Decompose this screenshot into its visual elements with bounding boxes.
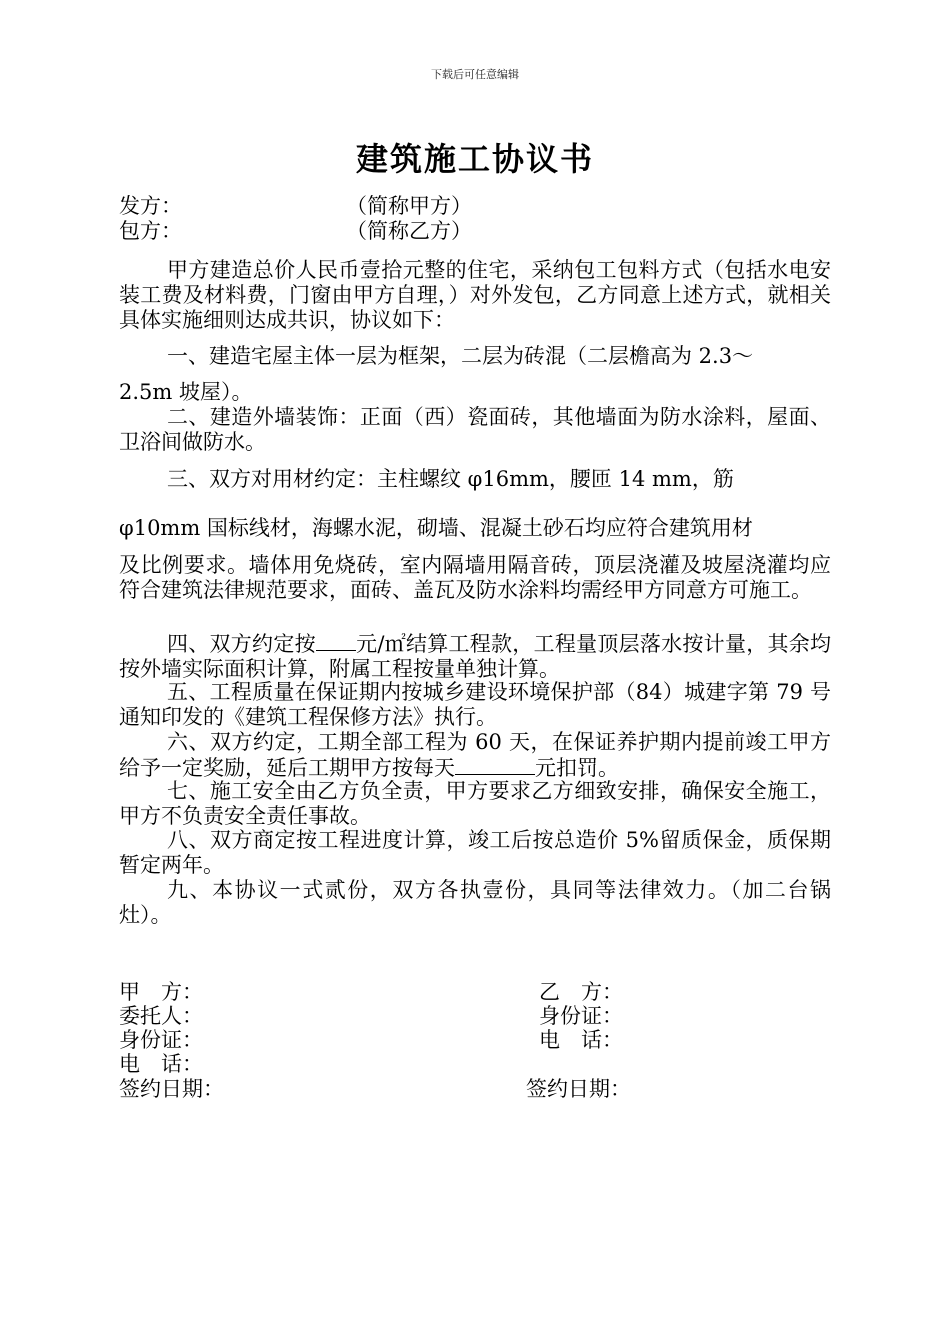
clause-1-line-1: 一、建造宅屋主体一层为框架，二层为砖混（二层檐高为 2.3～ (167, 344, 754, 368)
party-a-phone-label: 电 话： (119, 1052, 203, 1076)
party-a-date-label: 签约日期： (119, 1077, 224, 1101)
clause-3-line-2: φ10mm 国标线材，海螺水泥，砌墙、混凝土砂石均应符合建筑用材 (119, 516, 753, 540)
party-a-agent-label: 委托人： (119, 1004, 203, 1028)
clause-4-after: 元/㎡结算工程款，工程量顶层落水按计量，其余均按外墙实际面积计算，附属工程按量单独计算。 (119, 632, 832, 681)
clause-6-after: 元扣罚。 (535, 756, 619, 780)
clause-3-line-1: 三、双方对用材约定：主柱螺纹 φ16mm，腰匝 14 mm，筋 (167, 467, 734, 491)
clause-4-before: 四、双方约定按 (167, 632, 316, 656)
clause-9: 九、本协议一式贰份，双方各执壹份，具同等法律效力。（加二台锅灶）。 (119, 878, 831, 927)
party-a-note: （简称甲方） (346, 194, 472, 218)
intro-paragraph: 甲方建造总价人民币壹拾元整的住宅，采纳包工包料方式（包括水电安装工费及材料费，门窗由甲方自理，）对外发包，乙方同意上述方式，就相关具体实施细则达成共识，协议如下： (119, 258, 831, 332)
clause-5: 五、工程质量在保证期内按城乡建设环境保护部（84）城建字第 79 号通知印发的《建筑工程保修方法》执行。 (119, 680, 831, 729)
clause-7: 七、施工安全由乙方负全责，甲方要求乙方细致安排，确保安全施工，甲方不负责安全责任事故。 (119, 779, 831, 828)
document-title: 建筑施工协议书 (355, 140, 594, 178)
party-b-note: （简称乙方） (346, 219, 472, 243)
header-note: 下载后可任意编辑 (431, 68, 519, 81)
price-blank[interactable] (316, 631, 356, 651)
party-b-signature-label: 乙 方： (539, 980, 623, 1004)
party-a-id-label: 身份证： (119, 1028, 203, 1052)
party-b-date-label: 签约日期： (526, 1077, 631, 1101)
clause-1-line-2: 2.5m 坡屋）。 (119, 380, 253, 404)
party-a-label: 发方： (119, 194, 182, 218)
clause-3-rest: 及比例要求。墙体用免烧砖，室内隔墙用隔音砖，顶层浇灌及坡屋浇灌均应符合建筑法律规范要求，面砖、盖瓦及防水涂料均需经甲方同意方可施工。 (119, 553, 831, 602)
clause-2: 二、建造外墙装饰：正面（西）瓷面砖，其他墙面为防水涂料，屋面、卫浴间做防水。 (119, 405, 831, 454)
party-b-phone-label: 电 话： (539, 1028, 623, 1052)
party-a-signature-label: 甲 方： (119, 980, 203, 1004)
party-b-line (119, 219, 472, 244)
clause-6 (119, 730, 831, 781)
party-b-label: 包方： (119, 219, 182, 243)
party-a-line (119, 194, 472, 219)
penalty-blank[interactable] (455, 755, 535, 775)
clause-6-before: 六、双方约定，工期全部工程为 60 天，在保证养护期内提前竣工甲方给予一定奖励，延后工期甲方按每天 (119, 730, 831, 780)
clause-8: 八、双方商定按工程进度计算，竣工后按总造价 5%留质保金，质保期暂定两年。 (119, 828, 831, 877)
party-b-id-label: 身份证： (539, 1004, 623, 1028)
clause-4 (119, 631, 831, 682)
